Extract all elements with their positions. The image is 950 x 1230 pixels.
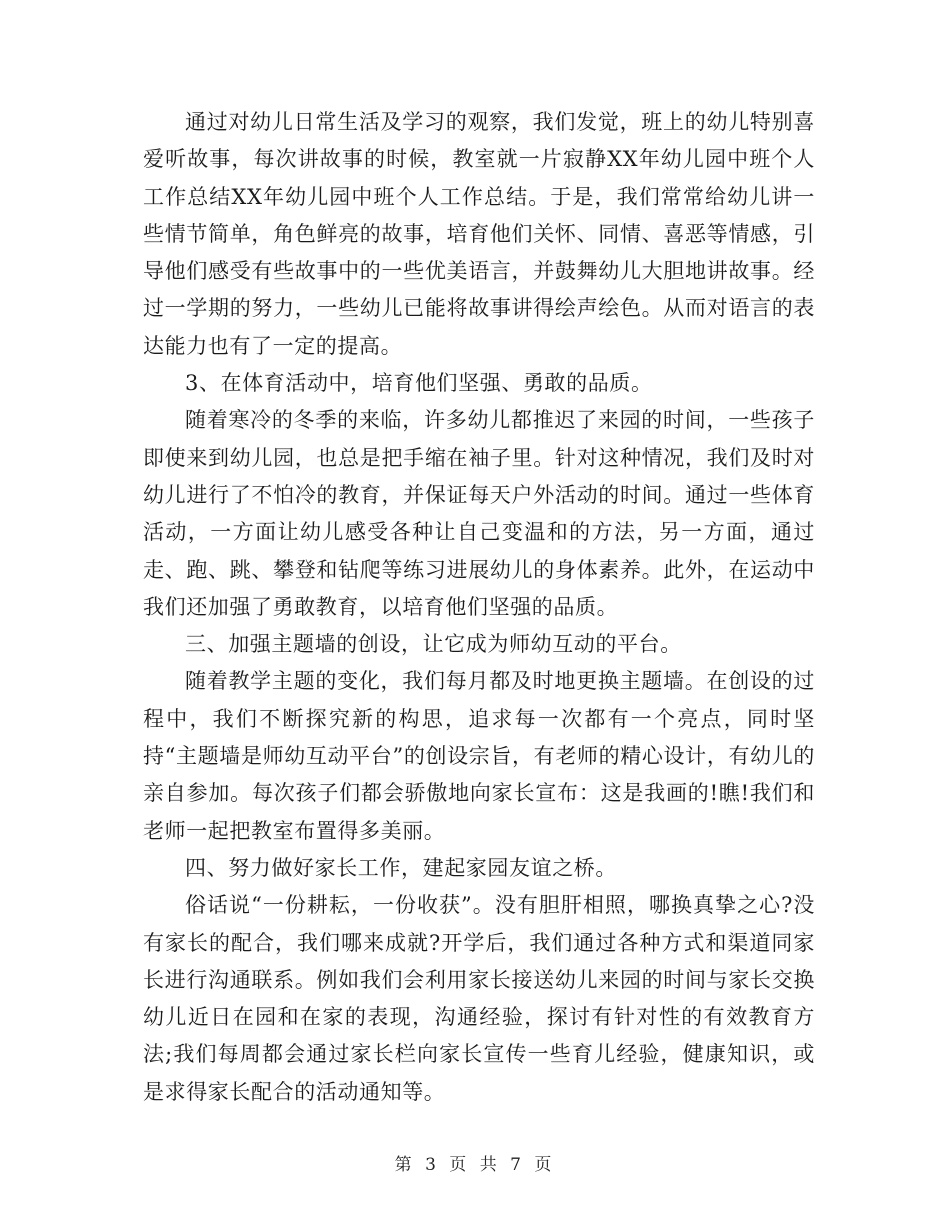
page-number-footer: 第 3 页 共 7 页 xyxy=(394,1155,556,1175)
heading-sports-activities: 3、在体育活动中，培育他们坚强、勇敢的品质。 xyxy=(185,371,653,396)
paragraph-story-telling: 通过对幼儿日常生活及学习的观察，我们发觉，班上的幼儿特别喜爱听故事，每次讲故事的时候，教室就一片寂静XX年幼儿园中班个人工作总结XX年幼儿园中班个人工作总结。于是，我们常常给幼儿讲一些情节简单，角色鲜亮的故事，培育他们关怀、同情、喜恶等情感，引导他们感受有些故事中的一些优美语言，并鼓舞幼儿大胆地讲故事。经过一学期的努力，一些幼儿已能将故事讲得绘声绘色。从而对语言的表达能力也有了一定的提高。 xyxy=(143,110,815,358)
paragraph-winter-activities: 随着寒冷的冬季的来临，许多幼儿都推迟了来园的时间，一些孩子即使来到幼儿园，也总是把手缩在袖子里。针对这种情况，我们及时对幼儿进行了不怕冷的教育，并保证每天户外活动的时间。通过一些体育活动，一方面让幼儿感受各种让自己变温和的方法，另一方面，通过走、跑、跳、攀登和钻爬等练习进展幼儿的身体素养。此外，在运动中我们还加强了勇敢教育，以培育他们坚强的品质。 xyxy=(143,408,815,619)
document-body xyxy=(143,104,815,1111)
heading-theme-wall: 三、加强主题墙的创设，让它成为师幼互动的平台。 xyxy=(185,632,682,657)
paragraph-theme-wall: 随着教学主题的变化，我们每月都及时地更换主题墙。在创设的过程中，我们不断探究新的构思，追求每一次都有一个亮点，同时坚持“主题墙是师幼互动平台”的创设宗旨，有老师的精心设计，有幼儿的亲自参加。每次孩子们都会骄傲地向家长宣布：这是我画的!瞧!我们和老师一起把教室布置得多美丽。 xyxy=(143,669,815,843)
paragraph-parent-work: 俗话说“一份耕耘，一份收获”。没有胆肝相照，哪换真挚之心?没有家长的配合，我们哪来成就?开学后，我们通过各种方式和渠道同家长进行沟通联系。例如我们会利用家长接送幼儿来园的时间与家长交换幼儿近日在园和在家的表现，沟通经验，探讨有针对性的有效教育方法;我们每周都会通过家长栏向家长宣传一些育儿经验，健康知识，或是求得家长配合的活动通知等。 xyxy=(143,893,815,1104)
heading-parent-work: 四、努力做好家长工作，建起家园友谊之桥。 xyxy=(185,855,617,880)
